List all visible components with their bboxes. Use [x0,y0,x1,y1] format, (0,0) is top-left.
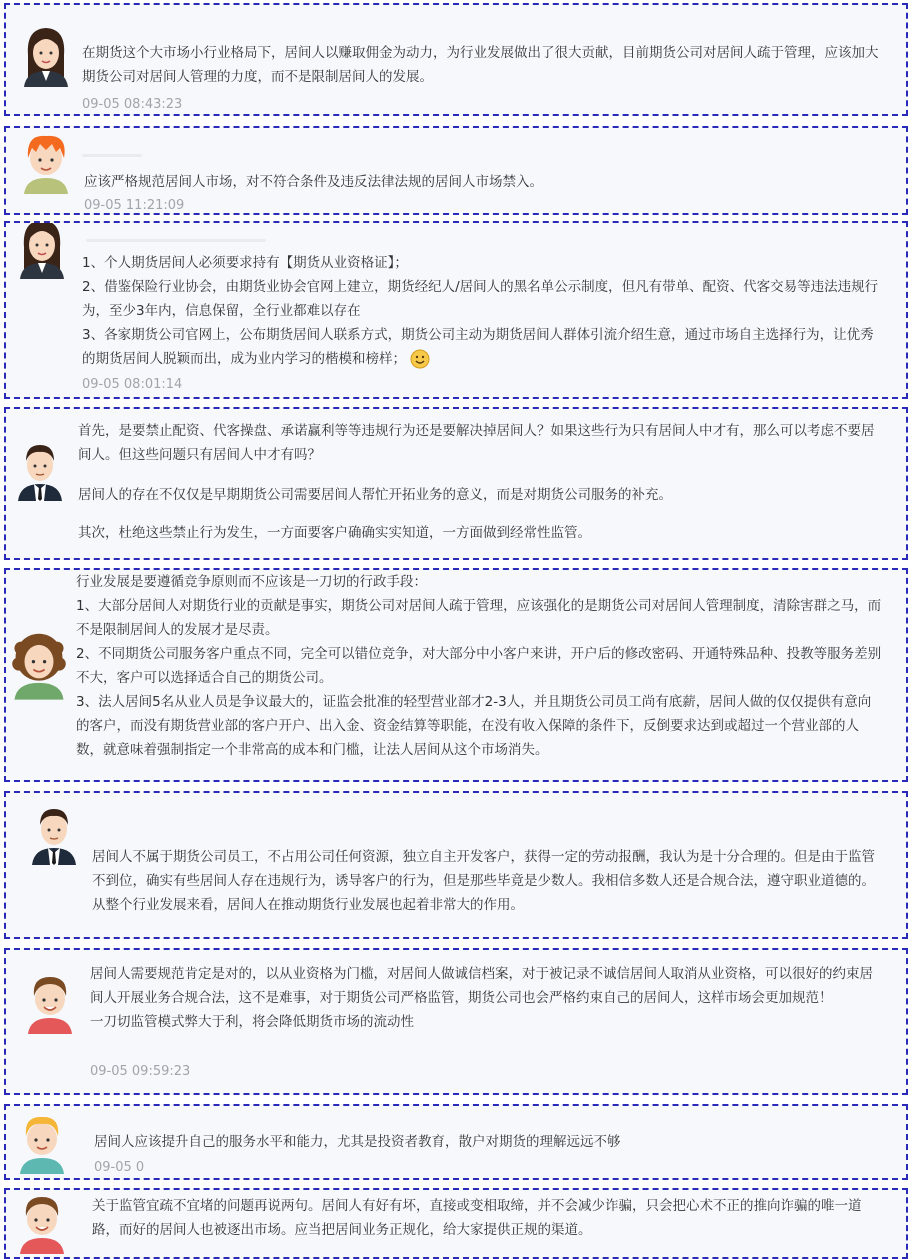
comment-timestamp: 09-05 08:01:14 [82,377,183,392]
comment-paragraph: 其次，杜绝这些禁止行为发生，一方面要客户确确实实知道，一方面做到经常性监管。 [78,525,591,541]
comment-paragraph: 居间人不属于期货公司员工，不占用公司任何资源，独立自主开发客户，获得一定的劳动报酬，我认为是十分合理的。但是由于监管不到位，确实有些居间人存在违规行为，诱导客户的行为，但是那些毕竟是少数人。我相信多数人还是合规合法，遵守职业道德的。从整个行业发展来看，居间人在推动期货行业发展也起着非常大的作用。 [92,849,875,913]
comment-text [92,845,884,917]
comment-text [82,41,884,89]
redacted-username [86,239,266,242]
comment-card [4,126,908,215]
blonde-boy-avatar-icon [16,1112,68,1172]
comment-timestamp: 09-05 11:21:09 [84,198,185,213]
comment-text [84,170,884,194]
comment-paragraph: 1、大部分居间人对期货行业的贡献是事实，期货公司对居间人疏于管理，应该强化的是期货公司对居间人管理制度，清除害群之马，而不是限制居间人的发展才是尽责。 [76,598,882,638]
comment-card [4,568,908,782]
redacted-username [82,154,142,157]
woman-avatar-icon [20,25,72,85]
comment-paragraph: 行业发展是要遵循竞争原则而不应该是一刀切的行政手段： [76,574,427,590]
comment-text [82,251,884,371]
comment-paragraph: 关于监管宜疏不宜堵的问题再说两句。居间人有好有坏，直接或变相取缔，并不会减少诈骗，只会把心术不正的推向诈骗的唯一道路，而好的居间人也被逐出市场。应当把居间业务正规化，给大家提供正规的渠道。 [92,1198,862,1238]
brown-hair-man-avatar-icon [24,972,76,1032]
comment-paragraph: 居间人需要规范肯定是对的，以从业资格为门槛，对居间人做诚信档案，对于被记录不诚信居间人取消从业资格，可以很好的约束居间人开展业务合规合法，这不是难事，对于期货公司严格监管，期货公司也会严格约束自己的居间人，这样市场会更加规范！ [90,966,873,1006]
orange-hair-boy-avatar-icon [20,132,72,192]
comment-paragraph: 2、不同期货公司服务客户重点不同，完全可以错位竞争，对大部分中小客户来讲，开户后的修改密码、开通特殊品种、投教等服务差别不大，客户可以选择适合自己的期货公司。 [76,646,882,686]
comment-card [4,221,908,399]
brown-hair-man-avatar-icon [16,1192,68,1252]
curly-hair-woman-avatar-icon [10,630,62,690]
comment-card [4,1104,908,1180]
comment-text [92,1194,884,1242]
comment-card [4,948,908,1095]
comment-text [76,570,884,762]
comment-text [78,419,884,545]
woman-avatar-icon [16,221,68,277]
comment-text [90,962,884,1034]
comment-card [4,791,908,939]
man-suit-avatar-icon [14,439,66,499]
comment-paragraph: 3、各家期货公司官网上，公布期货居间人联系方式，期货公司主动为期货居间人群体引流介绍生意，通过市场自主选择行为，让优秀的期货居间人脱颖而出，成为业内学习的楷模和榜样； [82,327,874,367]
man-suit-avatar-icon [28,803,80,863]
comment-paragraph: 居间人应该提升自己的服务水平和能力，尤其是投资者教育，散户对期货的理解远远不够 [94,1134,621,1150]
smile-emoji-icon [410,349,430,369]
comment-card [4,3,908,116]
comment-paragraph: 居间人的存在不仅仅是早期期货公司需要居间人帮忙开拓业务的意义，而是对期货公司服务的补充。 [78,487,672,503]
comment-card [4,1188,908,1259]
comment-paragraph: 一刀切监管模式弊大于利，将会降低期货市场的流动性 [90,1014,414,1030]
comment-timestamp: 09-05 09:59:23 [90,1064,191,1079]
comment-card [4,407,908,560]
comment-timestamp: 09-05 0 [94,1160,145,1175]
comment-paragraph: 首先，是要禁止配资、代客操盘、承诺赢利等等违规行为还是要解决掉居间人？如果这些行为只有居间人中才有，那么可以考虑不要居间人。但这些问题只有居间人中才有吗？ [78,423,875,463]
comment-paragraph: 2、借鉴保险行业协会，由期货业协会官网上建立，期货经纪人/居间人的黑名单公示制度，但凡有带单、配资、代客交易等违法违规行为，至少3年内，信息保留，全行业都难以存在 [82,279,879,319]
comment-text [94,1130,884,1154]
comment-paragraph: 1、个人期货居间人必须要求持有【期货从业资格证】； [82,255,408,271]
comment-paragraph: 应该严格规范居间人市场，对不符合条件及违反法律法规的居间人市场禁入。 [84,174,543,190]
comment-timestamp: 09-05 08:43:23 [82,97,183,112]
comment-paragraph: 在期货这个大市场小行业格局下，居间人以赚取佣金为动力，为行业发展做出了很大贡献，目前期货公司对居间人疏于管理，应该加大期货公司对居间人管理的力度，而不是限制居间人的发展。 [82,45,879,85]
comment-paragraph: 3、法人居间5名从业人员是争议最大的，证监会批准的轻型营业部才2-3人，并且期货公司员工尚有底薪，居间人做的仅仅提供有意向的客户，而没有期货营业部的客户开户、出入金、资金结算等职能，在没有收入保障的条件下，反倒要求达到或超过一个营业部的人数，就意味着强制指定一个非常高的成本和门槛，让法人居间从这个市场消失。 [76,694,872,758]
